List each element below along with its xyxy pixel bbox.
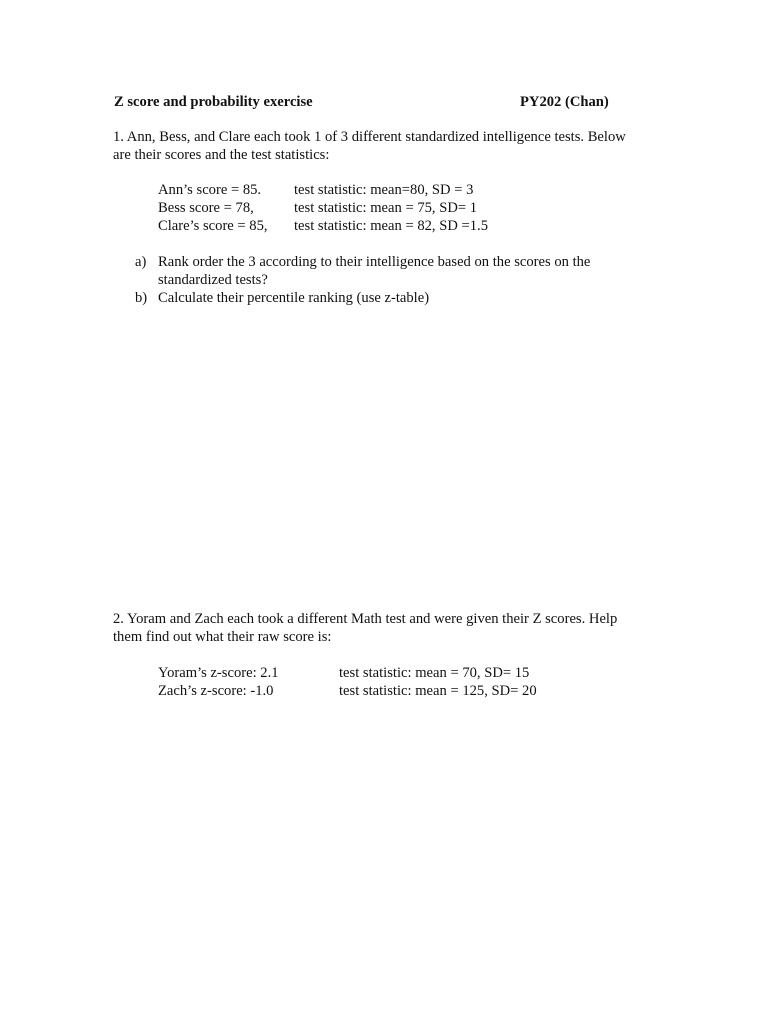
subquestion-a-label: a) <box>135 254 147 270</box>
question-2-text-line-2: them find out what their raw score is: <box>113 629 332 645</box>
course-code: PY202 (Chan) <box>520 94 609 110</box>
zscore-name-zach: Zach’s z-score: -1.0 <box>158 683 274 699</box>
zscore-stat-zach: test statistic: mean = 125, SD= 20 <box>339 683 537 699</box>
subquestion-b-text: Calculate their percentile ranking (use z-table) <box>158 290 430 306</box>
question-1-text-line-2: are their scores and the test statistics: <box>113 147 330 163</box>
subquestion-b-label: b) <box>135 290 148 306</box>
score-name-bess: Bess score = 78, <box>158 200 254 216</box>
subquestion-a-text-line-1: Rank order the 3 according to their intelligence based on the scores on the <box>158 254 591 270</box>
question-1-text-line-1: 1. Ann, Bess, and Clare each took 1 of 3 different standardized intelligence tests. Below <box>113 129 626 145</box>
subquestion-a-text-line-2: standardized tests? <box>158 272 268 288</box>
score-name-clare: Clare’s score = 85, <box>158 218 268 234</box>
score-stat-ann: test statistic: mean=80, SD = 3 <box>294 182 474 198</box>
document-title: Z score and probability exercise <box>114 94 313 110</box>
question-2-text-line-1: 2. Yoram and Zach each took a different Math test and were given their Z scores. Help <box>113 611 618 627</box>
score-stat-clare: test statistic: mean = 82, SD =1.5 <box>294 218 489 234</box>
zscore-stat-yoram: test statistic: mean = 70, SD= 15 <box>339 665 530 681</box>
score-name-ann: Ann’s score = 85. <box>158 182 262 198</box>
score-stat-bess: test statistic: mean = 75, SD= 1 <box>294 200 478 216</box>
zscore-name-yoram: Yoram’s z-score: 2.1 <box>158 665 279 681</box>
